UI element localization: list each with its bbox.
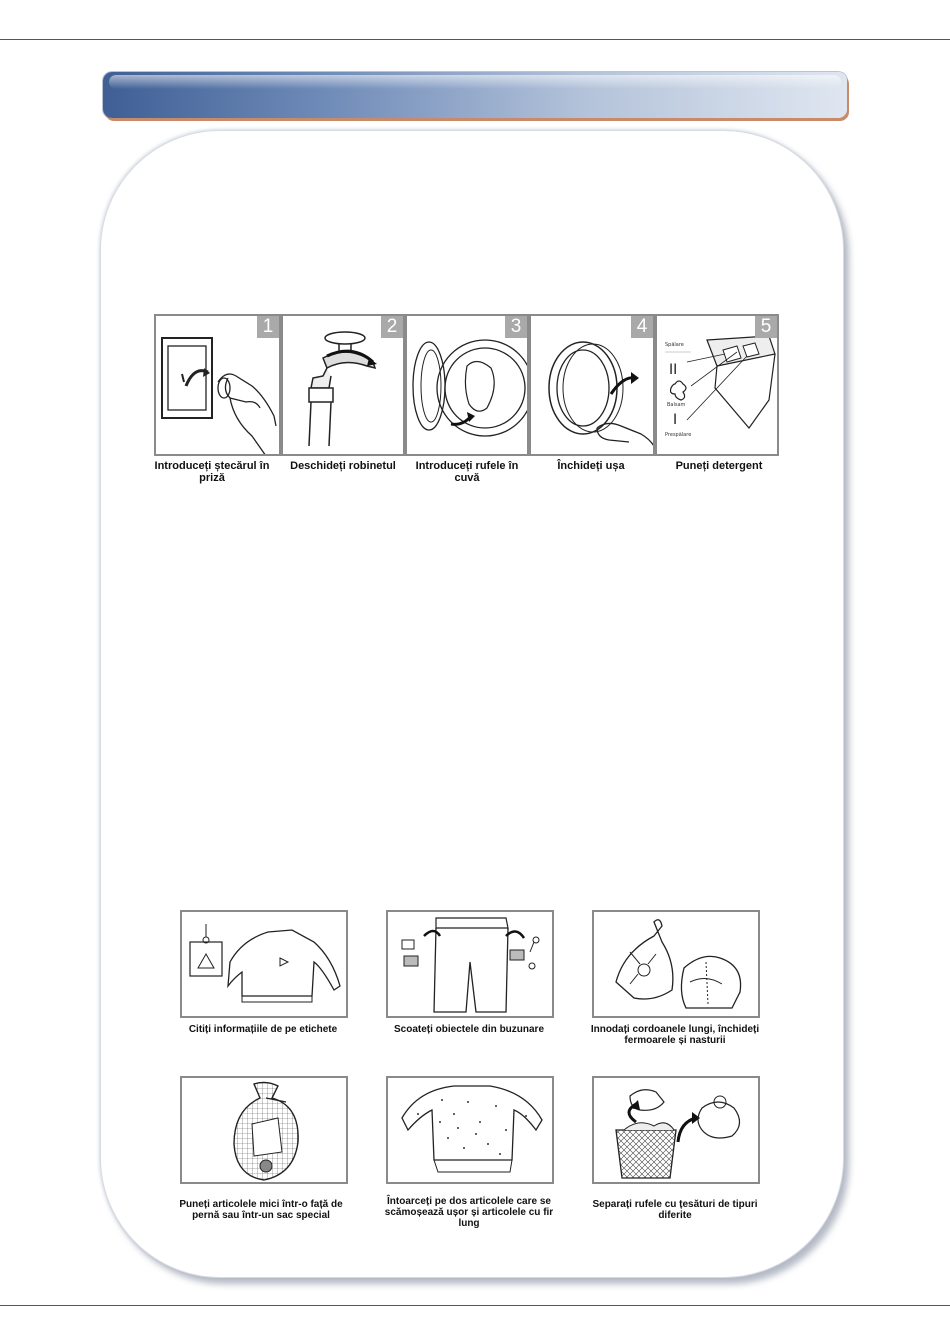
step-caption-3: Introduceți rufele în cuvă bbox=[415, 460, 519, 484]
drawer-label-ii: II bbox=[669, 362, 678, 378]
tip-caption-5: Întoarceți pe dos articolele care se scămoșează ușor și articolele cu fir lung bbox=[384, 1196, 554, 1229]
step-caption-5: Puneți detergent bbox=[675, 460, 763, 472]
step-panel-2 bbox=[281, 314, 405, 456]
tip-panel-1 bbox=[180, 910, 348, 1018]
tip-panel-5 bbox=[386, 1076, 554, 1184]
tip-caption-3: Innodați cordoanele lungi, închideți fermoarele și nasturii bbox=[590, 1024, 760, 1046]
empty-pockets-icon bbox=[388, 912, 554, 1018]
tip-panel-2 bbox=[386, 910, 554, 1018]
drawer-label-prewash: Prespălare bbox=[665, 432, 692, 438]
tip-caption-6: Separați rufele cu țesături de tipuri diferite bbox=[592, 1199, 758, 1221]
care-label-sweater-icon bbox=[182, 912, 348, 1018]
tip-caption-1: Citiți informațiile de pe etichete bbox=[188, 1024, 338, 1035]
tip-panel-3 bbox=[592, 910, 760, 1018]
tip-caption-2: Scoateți obiectele din buzunare bbox=[393, 1024, 545, 1035]
step-caption-2: Deschideți robinetul bbox=[290, 460, 396, 472]
sort-laundry-icon bbox=[594, 1078, 760, 1184]
step-panel-4 bbox=[529, 314, 655, 456]
step-number-badge: 1 bbox=[257, 316, 279, 338]
laundry-bag-icon bbox=[182, 1078, 348, 1184]
step-caption-1: Introduceți ștecărul în priză bbox=[154, 460, 270, 484]
step-number-badge: 2 bbox=[381, 316, 403, 338]
step-panel-5 bbox=[655, 314, 779, 456]
step-number-badge: 4 bbox=[631, 316, 653, 338]
step-number-badge: 5 bbox=[755, 316, 777, 338]
tip-panel-4 bbox=[180, 1076, 348, 1184]
section-header-banner bbox=[103, 72, 847, 118]
step-panel-3 bbox=[405, 314, 529, 456]
drawer-label-wash: Spălare bbox=[665, 342, 684, 348]
banner-gloss bbox=[109, 75, 841, 89]
tip-caption-4: Puneți articolele mici într-o față de pernă sau într-un sac special bbox=[179, 1199, 343, 1221]
step-panel-1 bbox=[154, 314, 281, 456]
top-rule bbox=[0, 39, 950, 40]
inside-out-sweater-icon bbox=[388, 1078, 554, 1184]
tip-panel-6 bbox=[592, 1076, 760, 1184]
drawer-label-i: I bbox=[673, 412, 678, 428]
bottom-rule bbox=[0, 1305, 950, 1306]
step-number-badge: 3 bbox=[505, 316, 527, 338]
drawer-label-softener: Balsam bbox=[667, 402, 686, 408]
step-caption-4: Închideți ușa bbox=[557, 460, 625, 472]
tie-cords-icon bbox=[594, 912, 760, 1018]
